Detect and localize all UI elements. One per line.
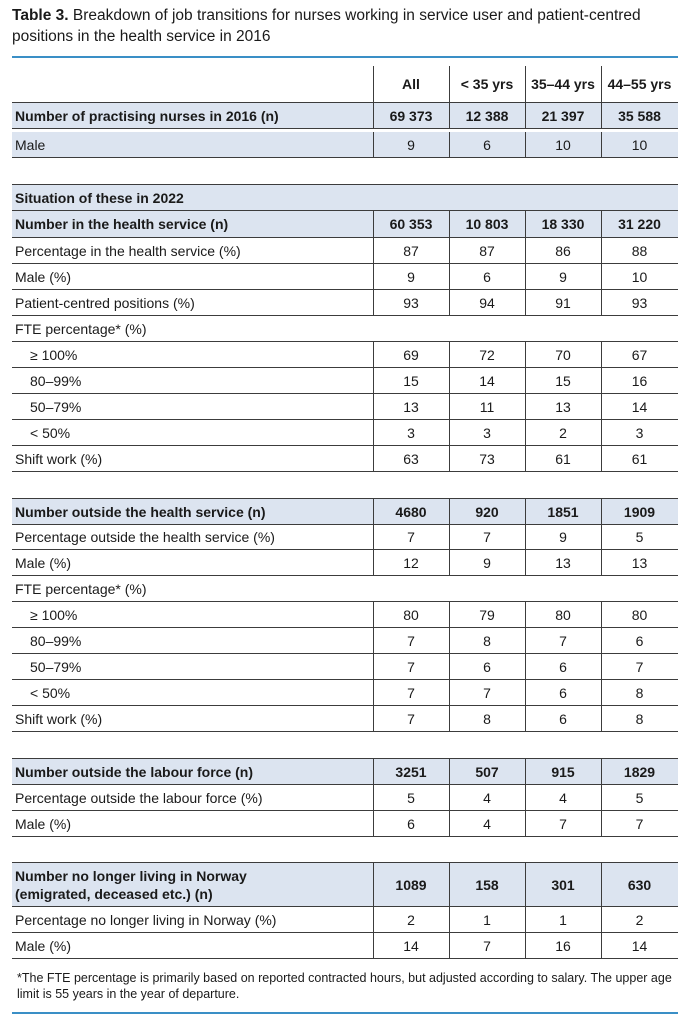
column-divider	[601, 602, 602, 627]
column-divider	[601, 524, 602, 549]
row-value: 73	[479, 450, 495, 467]
row-value: 8	[483, 710, 491, 727]
row-label: Number of practising nurses in 2016 (n)	[15, 107, 279, 124]
column-divider	[373, 264, 374, 289]
column-divider	[601, 785, 602, 810]
column-divider	[525, 66, 526, 102]
column-divider	[525, 368, 526, 393]
row-label: 50–79%	[30, 658, 82, 675]
table-row	[12, 316, 678, 342]
column-header: All	[402, 76, 420, 92]
column-divider	[449, 264, 450, 289]
table-row	[12, 550, 678, 576]
row-label: Shift work (%)	[15, 450, 103, 467]
column-divider	[373, 446, 374, 471]
row-value: 3	[483, 424, 491, 441]
row-value: 12	[403, 554, 419, 571]
column-header: 44–55 yrs	[607, 76, 672, 92]
row-value: 35 588	[618, 107, 661, 124]
row-value: 1909	[623, 503, 656, 520]
column-divider	[525, 907, 526, 932]
table-row	[12, 264, 678, 290]
column-divider	[373, 499, 374, 524]
column-divider	[525, 524, 526, 549]
column-divider	[525, 811, 526, 836]
table-title: Breakdown of job transitions for nurses working in service user and patient-centred positions in the health service in 2016	[12, 7, 641, 45]
column-divider	[373, 290, 374, 315]
row-value: 7	[407, 710, 415, 727]
row-label: < 50%	[30, 684, 71, 701]
column-divider	[449, 394, 450, 419]
column-divider	[525, 785, 526, 810]
column-divider	[601, 550, 602, 575]
row-value: 4	[483, 789, 491, 806]
row-value: 3251	[395, 763, 427, 780]
row-value: 87	[403, 242, 419, 259]
row-value: 11	[479, 398, 495, 415]
column-divider	[601, 907, 602, 932]
column-divider	[373, 933, 374, 958]
row-value: 67	[631, 346, 648, 363]
row-value: 10	[555, 136, 571, 153]
column-divider	[449, 933, 450, 958]
row-label: ≥ 100%	[30, 346, 78, 363]
table-row	[12, 706, 678, 732]
row-value: 14	[403, 937, 419, 954]
column-divider	[449, 811, 450, 836]
column-divider	[601, 628, 602, 653]
column-divider	[373, 628, 374, 653]
row-value: 14	[479, 372, 495, 389]
row-value: 13	[555, 554, 571, 571]
column-divider	[601, 342, 602, 367]
table-row	[12, 907, 678, 933]
row-value: 91	[555, 294, 571, 311]
row-value: 7	[559, 632, 567, 649]
table-footnote: *The FTE percentage is primarily based on reported contracted hours, but adjusted according to salary. The upper age limit is 55 years in the year of departure.	[17, 971, 672, 1001]
column-divider	[373, 654, 374, 679]
row-value: 915	[551, 763, 575, 780]
row-value: 5	[407, 789, 415, 806]
row-label: Male (%)	[15, 937, 72, 954]
row-value: 8	[483, 632, 491, 649]
row-value: 13	[631, 554, 648, 571]
row-value: 10 803	[465, 216, 509, 232]
column-divider	[601, 654, 602, 679]
column-divider	[525, 103, 526, 128]
column-divider	[373, 863, 374, 906]
row-value: 2	[635, 911, 644, 928]
column-divider	[373, 907, 374, 932]
table-row	[12, 368, 678, 394]
row-value: 15	[555, 372, 571, 389]
row-value: 87	[479, 242, 495, 259]
column-divider	[373, 103, 374, 128]
column-divider	[601, 264, 602, 289]
table-row	[12, 132, 678, 158]
row-value: 15	[403, 372, 419, 389]
row-value: 8	[635, 684, 644, 701]
table-row	[12, 184, 678, 211]
row-value: 14	[631, 937, 648, 954]
row-value: 1	[559, 911, 567, 928]
table-row	[12, 342, 678, 368]
row-value: 10	[631, 268, 648, 285]
row-value: 7	[407, 684, 415, 701]
bottom-rule	[12, 1012, 678, 1014]
column-divider	[449, 290, 450, 315]
column-divider	[601, 103, 602, 128]
row-value: 630	[627, 876, 652, 893]
row-label: FTE percentage* (%)	[15, 320, 147, 337]
row-value: 9	[559, 528, 567, 545]
row-value: 16	[631, 372, 648, 389]
column-divider	[601, 680, 602, 705]
column-divider	[601, 132, 602, 157]
column-divider	[373, 342, 374, 367]
row-label: Situation of these in 2022	[15, 189, 184, 206]
row-value: 61	[631, 450, 648, 467]
row-value: 7	[635, 815, 644, 832]
row-value: 63	[403, 450, 419, 467]
column-divider	[525, 394, 526, 419]
table-row	[12, 290, 678, 316]
row-value: 93	[631, 294, 648, 311]
row-value: 7	[483, 937, 491, 954]
row-value: 7	[483, 528, 491, 545]
column-divider	[601, 446, 602, 471]
row-label: Number outside the health service (n)	[15, 503, 266, 520]
row-value: 5	[635, 789, 644, 806]
row-label: Percentage no longer living in Norway (%)	[15, 911, 277, 928]
row-label: Percentage outside the health service (%)	[15, 528, 275, 545]
row-value: 21 397	[541, 107, 585, 124]
column-divider	[525, 933, 526, 958]
column-header: < 35 yrs	[460, 76, 514, 92]
row-value: 4680	[395, 503, 427, 520]
row-label: FTE percentage* (%)	[15, 580, 147, 597]
top-rule	[12, 56, 678, 58]
column-divider	[373, 524, 374, 549]
column-divider	[449, 446, 450, 471]
column-divider	[601, 368, 602, 393]
column-divider	[373, 706, 374, 731]
column-divider	[373, 238, 374, 263]
column-divider	[373, 785, 374, 810]
row-value: 69	[403, 346, 419, 363]
row-value: 3	[635, 424, 644, 441]
row-value: 80	[403, 606, 419, 623]
column-divider	[601, 238, 602, 263]
row-value: 2	[407, 911, 415, 928]
column-divider	[525, 238, 526, 263]
table-row	[12, 524, 678, 550]
row-value: 920	[475, 503, 499, 520]
row-value: 7	[483, 684, 491, 701]
table-row	[12, 654, 678, 680]
row-value: 7	[635, 658, 644, 675]
table-row	[12, 628, 678, 654]
column-divider	[449, 628, 450, 653]
table-row	[12, 862, 678, 907]
column-divider	[525, 499, 526, 524]
table-row	[12, 420, 678, 446]
row-label: Number in the health service (n)	[15, 216, 229, 232]
row-value: 7	[407, 632, 415, 649]
column-divider	[525, 264, 526, 289]
row-value: 9	[407, 136, 415, 153]
column-divider	[449, 785, 450, 810]
row-value: 7	[407, 658, 415, 675]
column-divider	[525, 342, 526, 367]
row-label: ≥ 100%	[30, 606, 78, 623]
column-divider	[449, 211, 450, 237]
row-label: Number outside the labour force (n)	[15, 763, 254, 780]
row-label: 50–79%	[30, 398, 82, 415]
column-divider	[373, 394, 374, 419]
column-divider	[449, 706, 450, 731]
row-value: 79	[479, 606, 495, 623]
row-value: 61	[555, 450, 571, 467]
column-divider	[525, 602, 526, 627]
column-divider	[449, 863, 450, 906]
column-divider	[373, 680, 374, 705]
row-value: 80	[555, 606, 571, 623]
column-divider	[525, 863, 526, 906]
row-value: 2	[559, 424, 567, 441]
column-divider	[525, 628, 526, 653]
column-divider	[525, 290, 526, 315]
column-divider	[373, 602, 374, 627]
row-value: 72	[479, 346, 495, 363]
row-value: 6	[483, 136, 491, 153]
column-divider	[449, 602, 450, 627]
column-divider	[373, 550, 374, 575]
row-value: 3	[407, 424, 415, 441]
row-value: 1	[483, 911, 491, 928]
row-value: 6	[635, 632, 644, 649]
column-divider	[449, 342, 450, 367]
row-value: 9	[407, 268, 415, 285]
row-value: 6	[559, 710, 567, 727]
column-divider	[449, 499, 450, 524]
row-value: 6	[483, 268, 491, 285]
row-value: 69 373	[389, 107, 433, 124]
row-value: 80	[631, 606, 648, 623]
row-label: Percentage in the health service (%)	[15, 242, 241, 259]
table-row	[12, 785, 678, 811]
row-label: < 50%	[30, 424, 71, 441]
column-divider	[449, 420, 450, 445]
column-divider	[525, 706, 526, 731]
column-divider	[525, 132, 526, 157]
row-value: 5	[635, 528, 644, 545]
column-divider	[601, 863, 602, 906]
column-divider	[525, 550, 526, 575]
column-divider	[601, 706, 602, 731]
column-divider	[525, 654, 526, 679]
row-value: 6	[559, 684, 567, 701]
row-value: 70	[555, 346, 571, 363]
row-value: 18 330	[541, 216, 585, 232]
row-label: Male (%)	[15, 268, 72, 285]
table-row	[12, 394, 678, 420]
row-value: 88	[631, 242, 648, 259]
row-value: 507	[475, 763, 499, 780]
row-value: 14	[631, 398, 648, 415]
column-divider	[449, 238, 450, 263]
column-divider	[449, 524, 450, 549]
row-label: Male	[15, 136, 46, 153]
table-row	[12, 211, 678, 238]
column-header: 35–44 yrs	[531, 76, 595, 92]
column-divider	[601, 394, 602, 419]
row-value: 12 388	[465, 107, 509, 124]
row-value: 7	[559, 815, 567, 832]
row-label: 80–99%	[30, 632, 82, 649]
column-divider	[525, 680, 526, 705]
table-caption	[12, 5, 677, 47]
table-row	[12, 758, 678, 785]
row-value: 86	[555, 242, 571, 259]
column-divider	[373, 368, 374, 393]
row-value: 13	[403, 398, 419, 415]
table-row	[12, 602, 678, 628]
column-divider	[449, 759, 450, 784]
column-divider	[373, 211, 374, 237]
column-divider	[449, 66, 450, 102]
column-divider	[525, 759, 526, 784]
row-value: 10	[631, 136, 648, 153]
row-value: 1089	[395, 876, 427, 893]
row-value: 1851	[547, 503, 579, 520]
row-label: Male (%)	[15, 554, 72, 571]
table-row	[12, 102, 678, 129]
row-label: 80–99%	[30, 372, 82, 389]
column-divider	[449, 680, 450, 705]
table-row	[12, 446, 678, 472]
column-divider	[601, 933, 602, 958]
row-label: Shift work (%)	[15, 710, 103, 727]
table-row	[12, 498, 678, 525]
table-row	[12, 680, 678, 706]
row-value: 6	[407, 815, 415, 832]
table-row	[12, 811, 678, 837]
row-label: Percentage outside the labour force (%)	[15, 789, 263, 806]
column-divider	[601, 811, 602, 836]
row-value: 16	[555, 937, 571, 954]
column-divider	[601, 759, 602, 784]
row-value: 9	[483, 554, 491, 571]
row-label: Male (%)	[15, 815, 72, 832]
column-divider	[449, 103, 450, 128]
row-label: Number no longer living in Norway (emigrated, deceased etc.) (n)	[15, 867, 247, 902]
table-number: Table 3.	[12, 7, 69, 24]
row-value: 6	[559, 658, 567, 675]
column-divider	[373, 811, 374, 836]
column-divider	[373, 420, 374, 445]
column-divider	[525, 211, 526, 237]
column-divider	[601, 499, 602, 524]
row-value: 31 220	[618, 216, 661, 232]
column-divider	[601, 211, 602, 237]
column-divider	[373, 66, 374, 102]
row-value: 1829	[623, 763, 656, 780]
row-label: Patient-centred positions (%)	[15, 294, 195, 311]
row-value: 13	[555, 398, 571, 415]
column-divider	[373, 132, 374, 157]
column-divider	[601, 66, 602, 102]
column-divider	[449, 907, 450, 932]
row-value: 93	[403, 294, 419, 311]
row-value: 7	[407, 528, 415, 545]
column-divider	[449, 550, 450, 575]
table-row	[12, 576, 678, 602]
row-value: 301	[551, 876, 575, 893]
column-divider	[449, 654, 450, 679]
row-value: 8	[635, 710, 644, 727]
column-divider	[525, 420, 526, 445]
column-divider	[373, 759, 374, 784]
row-value: 4	[483, 815, 491, 832]
row-value: 6	[483, 658, 491, 675]
table-row	[12, 238, 678, 264]
row-value: 94	[479, 294, 495, 311]
column-divider	[525, 446, 526, 471]
column-divider	[449, 368, 450, 393]
row-value: 4	[559, 789, 567, 806]
column-divider	[601, 290, 602, 315]
table-row	[12, 933, 678, 959]
column-divider	[601, 420, 602, 445]
row-value: 9	[559, 268, 567, 285]
row-value: 60 353	[389, 216, 433, 232]
column-divider	[449, 132, 450, 157]
row-value: 158	[475, 876, 499, 893]
